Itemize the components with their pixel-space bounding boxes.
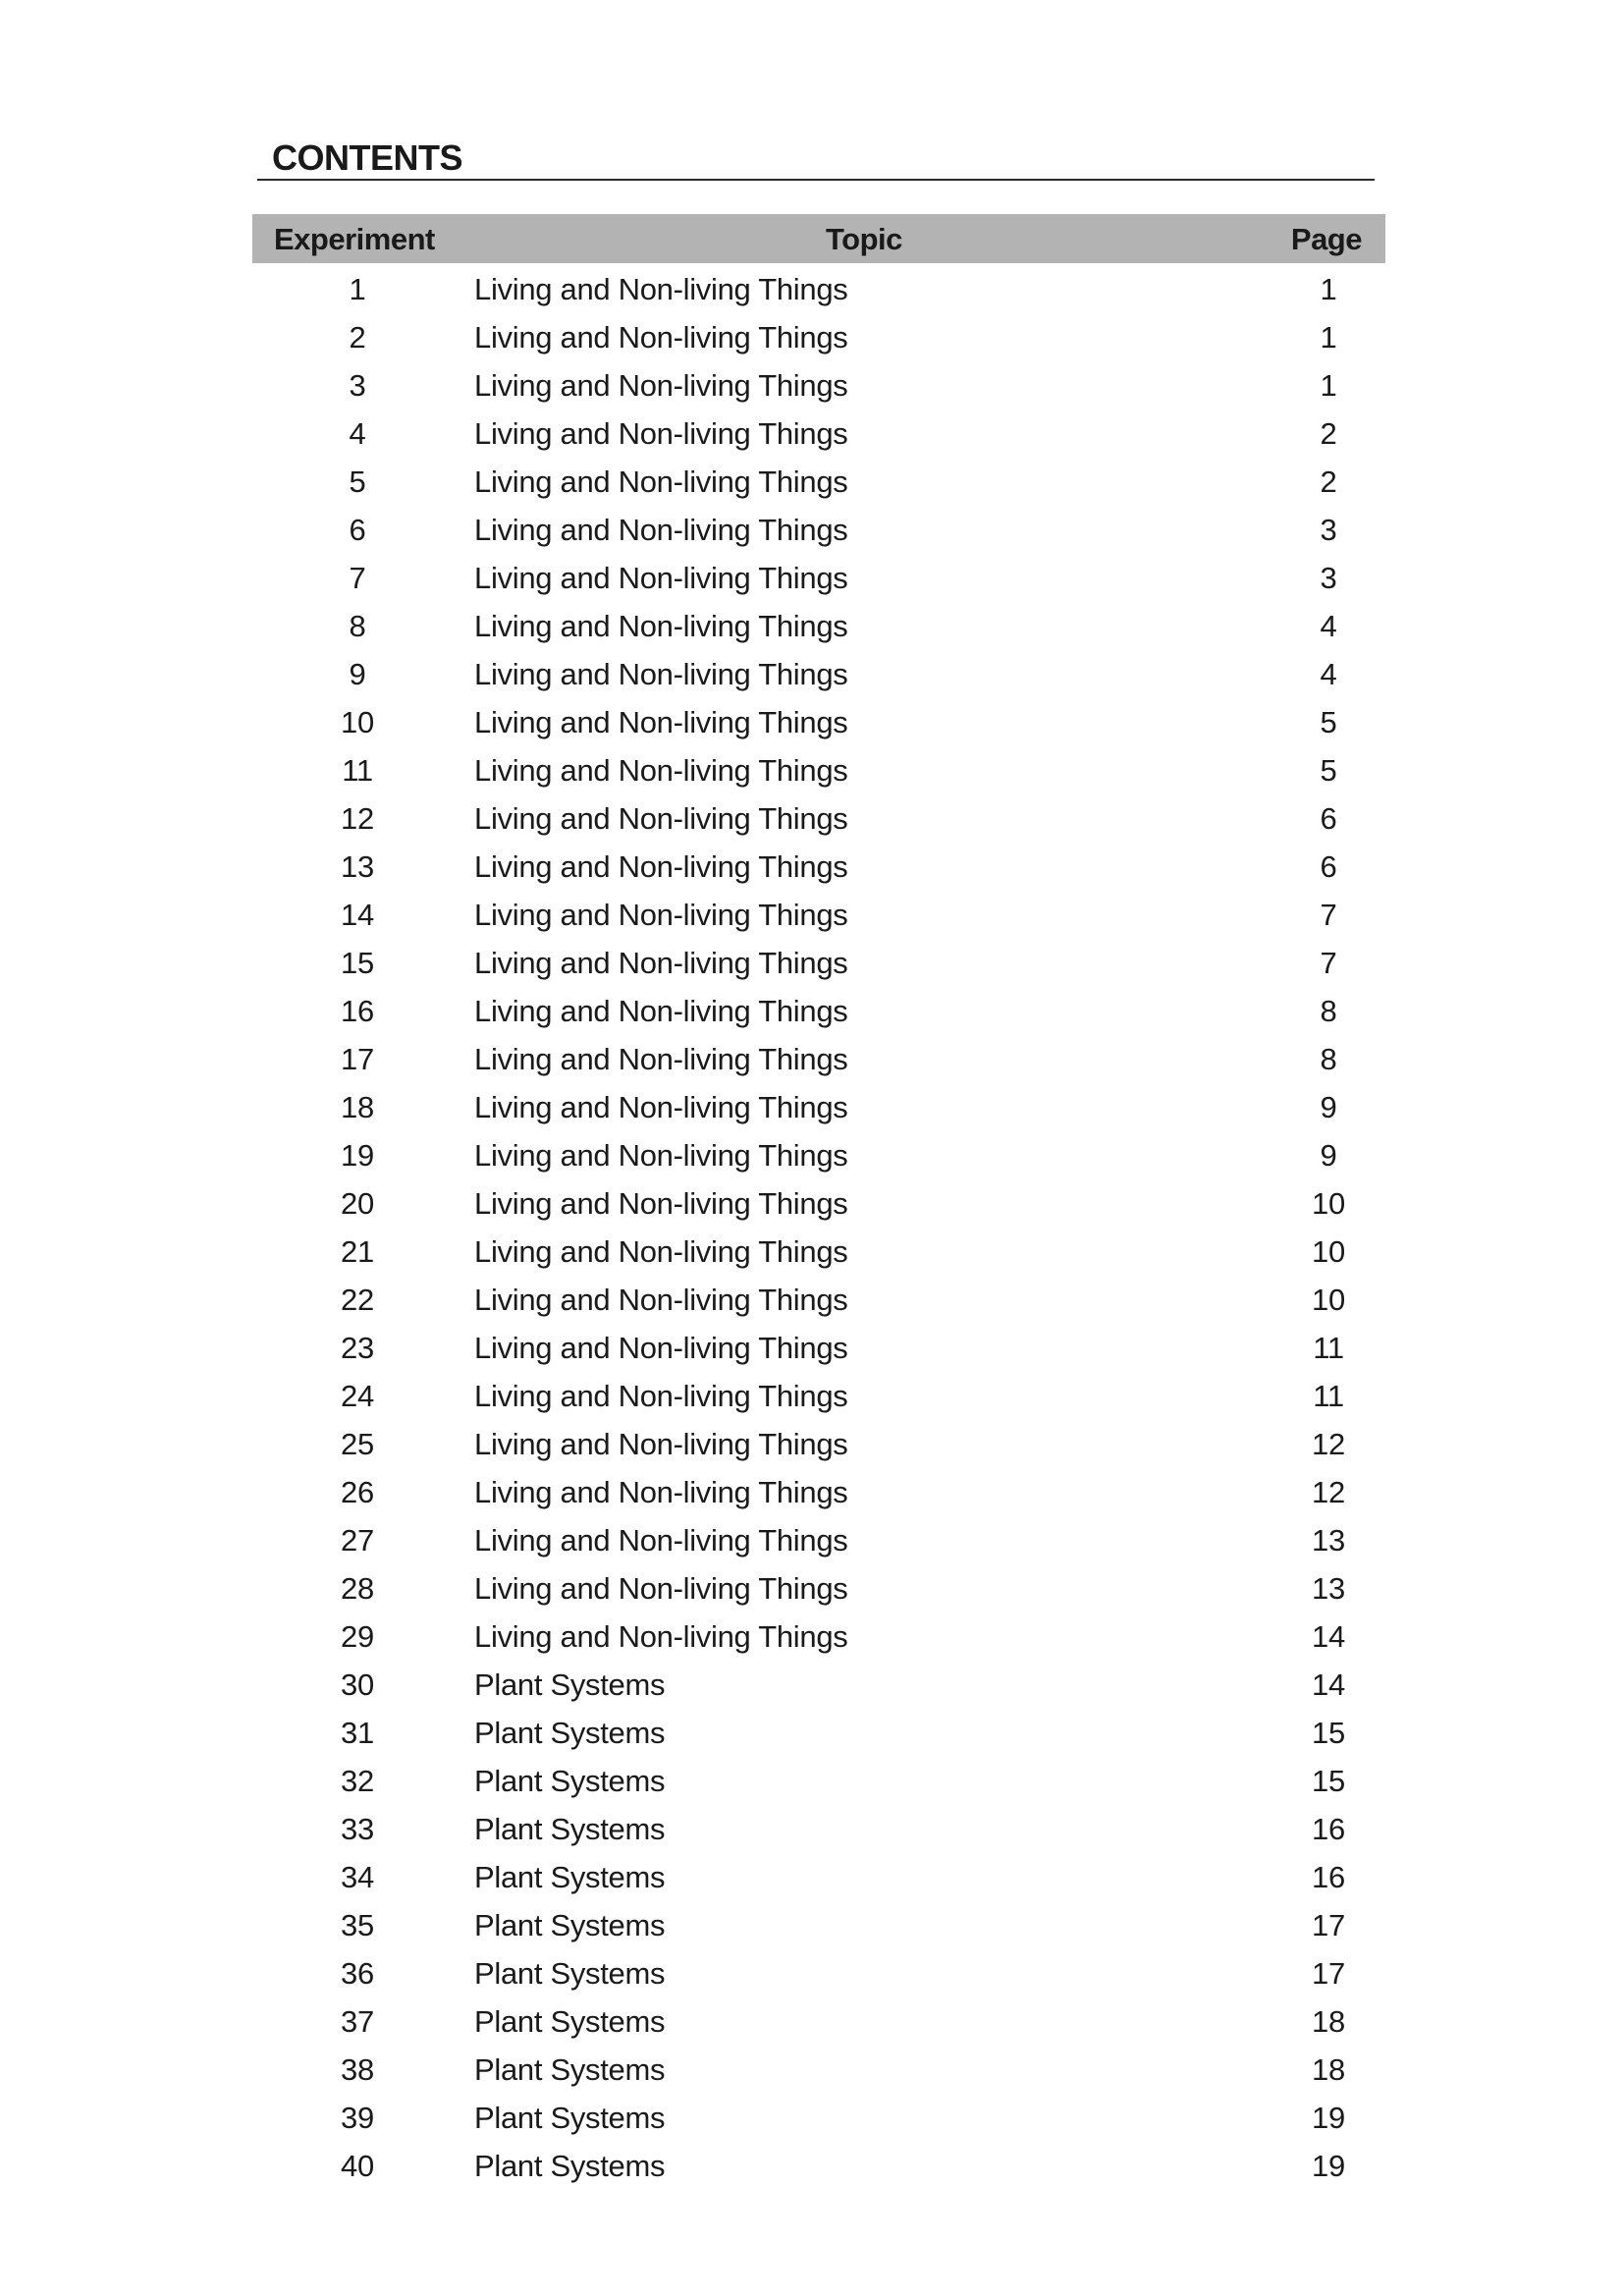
- experiment-number: 30: [341, 1667, 374, 1702]
- table-row[interactable]: [252, 1757, 1385, 1805]
- page-number: 11: [1313, 1331, 1344, 1365]
- topic-title: Living and Non-living Things: [474, 609, 848, 643]
- topic-title: Living and Non-living Things: [474, 272, 848, 306]
- table-row[interactable]: [252, 1228, 1385, 1276]
- experiment-number: 26: [341, 1475, 374, 1509]
- experiment-number: 36: [341, 1956, 374, 1991]
- topic-title: Living and Non-living Things: [474, 849, 848, 884]
- experiment-number: 31: [341, 1716, 374, 1750]
- topic-title: Living and Non-living Things: [474, 513, 848, 547]
- table-row[interactable]: [252, 1276, 1385, 1324]
- page-number: 10: [1312, 1234, 1345, 1269]
- experiment-number: 34: [341, 1860, 374, 1894]
- topic-title: Living and Non-living Things: [474, 1331, 848, 1365]
- experiment-number: 37: [341, 2004, 374, 2039]
- page-number: 5: [1320, 753, 1337, 788]
- page-number: 7: [1320, 946, 1337, 980]
- page-number: 19: [1312, 2101, 1345, 2135]
- table-row[interactable]: [252, 1709, 1385, 1757]
- experiment-number: 35: [341, 1908, 374, 1942]
- experiment-number: 9: [349, 657, 366, 691]
- page-number: 4: [1320, 657, 1337, 691]
- page-number: 2: [1320, 465, 1337, 499]
- experiment-number: 29: [341, 1619, 374, 1654]
- page-number: 19: [1312, 2149, 1345, 2183]
- page-number: 9: [1320, 1090, 1337, 1124]
- table-row[interactable]: [252, 313, 1385, 361]
- page-number: 18: [1312, 2004, 1345, 2039]
- topic-title: Living and Non-living Things: [474, 1138, 848, 1173]
- topic-title: Living and Non-living Things: [474, 368, 848, 403]
- table-row[interactable]: [252, 1324, 1385, 1372]
- page-number: 12: [1312, 1475, 1345, 1509]
- experiment-number: 39: [341, 2101, 374, 2135]
- topic-title: Plant Systems: [474, 2101, 666, 2135]
- topic-title: Living and Non-living Things: [474, 753, 848, 788]
- table-header: [252, 214, 1385, 263]
- page-number: 1: [1320, 368, 1337, 403]
- page-number: 4: [1320, 609, 1337, 643]
- table-row[interactable]: [252, 1661, 1385, 1709]
- table-row[interactable]: [252, 1468, 1385, 1516]
- table-row[interactable]: [252, 650, 1385, 698]
- experiment-number: 2: [349, 320, 366, 355]
- experiment-number: 12: [341, 801, 374, 836]
- table-row[interactable]: [252, 2142, 1385, 2190]
- table-row[interactable]: [252, 506, 1385, 554]
- table-row[interactable]: [252, 1853, 1385, 1901]
- page-title: CONTENTS: [272, 137, 462, 178]
- experiment-number: 38: [341, 2052, 374, 2087]
- page-number: 6: [1320, 801, 1337, 836]
- table-row[interactable]: [252, 1035, 1385, 1083]
- experiment-number: 3: [349, 368, 366, 403]
- table-row[interactable]: [252, 1613, 1385, 1661]
- experiment-number: 18: [341, 1090, 374, 1124]
- table-row[interactable]: [252, 698, 1385, 746]
- experiment-number: 10: [341, 705, 374, 739]
- topic-title: Living and Non-living Things: [474, 657, 848, 691]
- table-row[interactable]: [252, 1516, 1385, 1564]
- experiment-number: 17: [341, 1042, 374, 1076]
- page-number: 8: [1320, 994, 1337, 1028]
- page-number: 2: [1320, 416, 1337, 451]
- topic-title: Plant Systems: [474, 2004, 666, 2039]
- experiment-number: 23: [341, 1331, 374, 1365]
- table-row[interactable]: [252, 987, 1385, 1035]
- table-row[interactable]: [252, 2094, 1385, 2142]
- table-row[interactable]: [252, 1901, 1385, 1949]
- table-row[interactable]: [252, 1805, 1385, 1853]
- page-number: 15: [1312, 1764, 1345, 1798]
- experiment-number: 28: [341, 1571, 374, 1606]
- page-number: 14: [1312, 1667, 1345, 1702]
- experiment-number: 19: [341, 1138, 374, 1173]
- title-divider: [257, 179, 1375, 181]
- experiment-number: 11: [342, 753, 373, 788]
- table-row[interactable]: [252, 1131, 1385, 1179]
- table-row[interactable]: [252, 265, 1385, 313]
- topic-title: Plant Systems: [474, 1860, 666, 1894]
- topic-title: Plant Systems: [474, 1812, 666, 1846]
- page-number: 11: [1313, 1379, 1344, 1413]
- topic-title: Living and Non-living Things: [474, 1186, 848, 1221]
- experiment-number: 6: [349, 513, 366, 547]
- topic-title: Living and Non-living Things: [474, 1283, 848, 1317]
- page-number: 3: [1320, 513, 1337, 547]
- table-row[interactable]: [252, 746, 1385, 794]
- page-number: 7: [1320, 898, 1337, 932]
- page-number: 8: [1320, 1042, 1337, 1076]
- experiment-number: 7: [349, 561, 366, 595]
- header-page: Page: [1290, 222, 1362, 256]
- table-body: [252, 263, 1385, 2190]
- topic-title: Living and Non-living Things: [474, 1234, 848, 1269]
- topic-title: Plant Systems: [474, 1764, 666, 1798]
- table-row[interactable]: [252, 410, 1385, 458]
- experiment-number: 25: [341, 1427, 374, 1461]
- page-number: 1: [1320, 272, 1337, 306]
- table-row[interactable]: [252, 939, 1385, 987]
- page-number: 17: [1312, 1908, 1345, 1942]
- topic-title: Living and Non-living Things: [474, 465, 848, 499]
- topic-title: Living and Non-living Things: [474, 1042, 848, 1076]
- experiment-number: 5: [349, 465, 366, 499]
- page-number: 9: [1320, 1138, 1337, 1173]
- page-number: 16: [1312, 1860, 1345, 1894]
- experiment-number: 32: [341, 1764, 374, 1798]
- page-number: 10: [1312, 1283, 1345, 1317]
- experiment-number: 8: [349, 609, 366, 643]
- table-row[interactable]: [252, 1564, 1385, 1613]
- page-number: 3: [1320, 561, 1337, 595]
- table-row[interactable]: [252, 554, 1385, 602]
- page-number: 6: [1320, 849, 1337, 884]
- experiment-number: 13: [341, 849, 374, 884]
- page-number: 16: [1312, 1812, 1345, 1846]
- experiment-number: 20: [341, 1186, 374, 1221]
- table-row[interactable]: [252, 1083, 1385, 1131]
- table-row[interactable]: [252, 1372, 1385, 1420]
- experiment-number: 15: [341, 946, 374, 980]
- topic-title: Living and Non-living Things: [474, 705, 848, 739]
- header-topic: Topic: [826, 222, 902, 256]
- contents-table: [252, 214, 1385, 2190]
- experiment-number: 27: [341, 1523, 374, 1558]
- experiment-number: 24: [341, 1379, 374, 1413]
- experiment-number: 22: [341, 1283, 374, 1317]
- header-experiment: Experiment: [274, 222, 435, 256]
- experiment-number: 14: [341, 898, 374, 932]
- experiment-number: 1: [349, 272, 366, 306]
- table-row[interactable]: [252, 794, 1385, 843]
- page-number: 14: [1312, 1619, 1345, 1654]
- topic-title: Living and Non-living Things: [474, 1379, 848, 1413]
- page-number: 13: [1312, 1571, 1345, 1606]
- page-number: 10: [1312, 1186, 1345, 1221]
- topic-title: Living and Non-living Things: [474, 801, 848, 836]
- page-number: 12: [1312, 1427, 1345, 1461]
- experiment-number: 33: [341, 1812, 374, 1846]
- page-number: 15: [1312, 1716, 1345, 1750]
- page-number: 5: [1320, 705, 1337, 739]
- experiment-number: 40: [341, 2149, 374, 2183]
- topic-title: Living and Non-living Things: [474, 946, 848, 980]
- table-row[interactable]: [252, 458, 1385, 506]
- topic-title: Living and Non-living Things: [474, 320, 848, 355]
- table-row[interactable]: [252, 361, 1385, 410]
- table-row[interactable]: [252, 843, 1385, 891]
- topic-title: Living and Non-living Things: [474, 1619, 848, 1654]
- table-row[interactable]: [252, 602, 1385, 650]
- topic-title: Living and Non-living Things: [474, 416, 848, 451]
- topic-title: Plant Systems: [474, 2149, 666, 2183]
- page-number: 13: [1312, 1523, 1345, 1558]
- topic-title: Living and Non-living Things: [474, 898, 848, 932]
- table-row[interactable]: [252, 1420, 1385, 1468]
- topic-title: Plant Systems: [474, 1956, 666, 1991]
- topic-title: Plant Systems: [474, 1667, 666, 1702]
- topic-title: Plant Systems: [474, 1716, 666, 1750]
- table-row[interactable]: [252, 1179, 1385, 1228]
- page-number: 17: [1312, 1956, 1345, 1991]
- topic-title: Plant Systems: [474, 1908, 666, 1942]
- topic-title: Living and Non-living Things: [474, 1523, 848, 1558]
- topic-title: Living and Non-living Things: [474, 561, 848, 595]
- experiment-number: 4: [349, 416, 366, 451]
- table-row[interactable]: [252, 1949, 1385, 1997]
- table-row[interactable]: [252, 891, 1385, 939]
- topic-title: Plant Systems: [474, 2052, 666, 2087]
- topic-title: Living and Non-living Things: [474, 1090, 848, 1124]
- table-row[interactable]: [252, 1997, 1385, 2046]
- page-number: 18: [1312, 2052, 1345, 2087]
- page-number: 1: [1320, 320, 1337, 355]
- topic-title: Living and Non-living Things: [474, 994, 848, 1028]
- topic-title: Living and Non-living Things: [474, 1475, 848, 1509]
- experiment-number: 21: [341, 1234, 374, 1269]
- topic-title: Living and Non-living Things: [474, 1571, 848, 1606]
- experiment-number: 16: [341, 994, 374, 1028]
- table-row[interactable]: [252, 2046, 1385, 2094]
- topic-title: Living and Non-living Things: [474, 1427, 848, 1461]
